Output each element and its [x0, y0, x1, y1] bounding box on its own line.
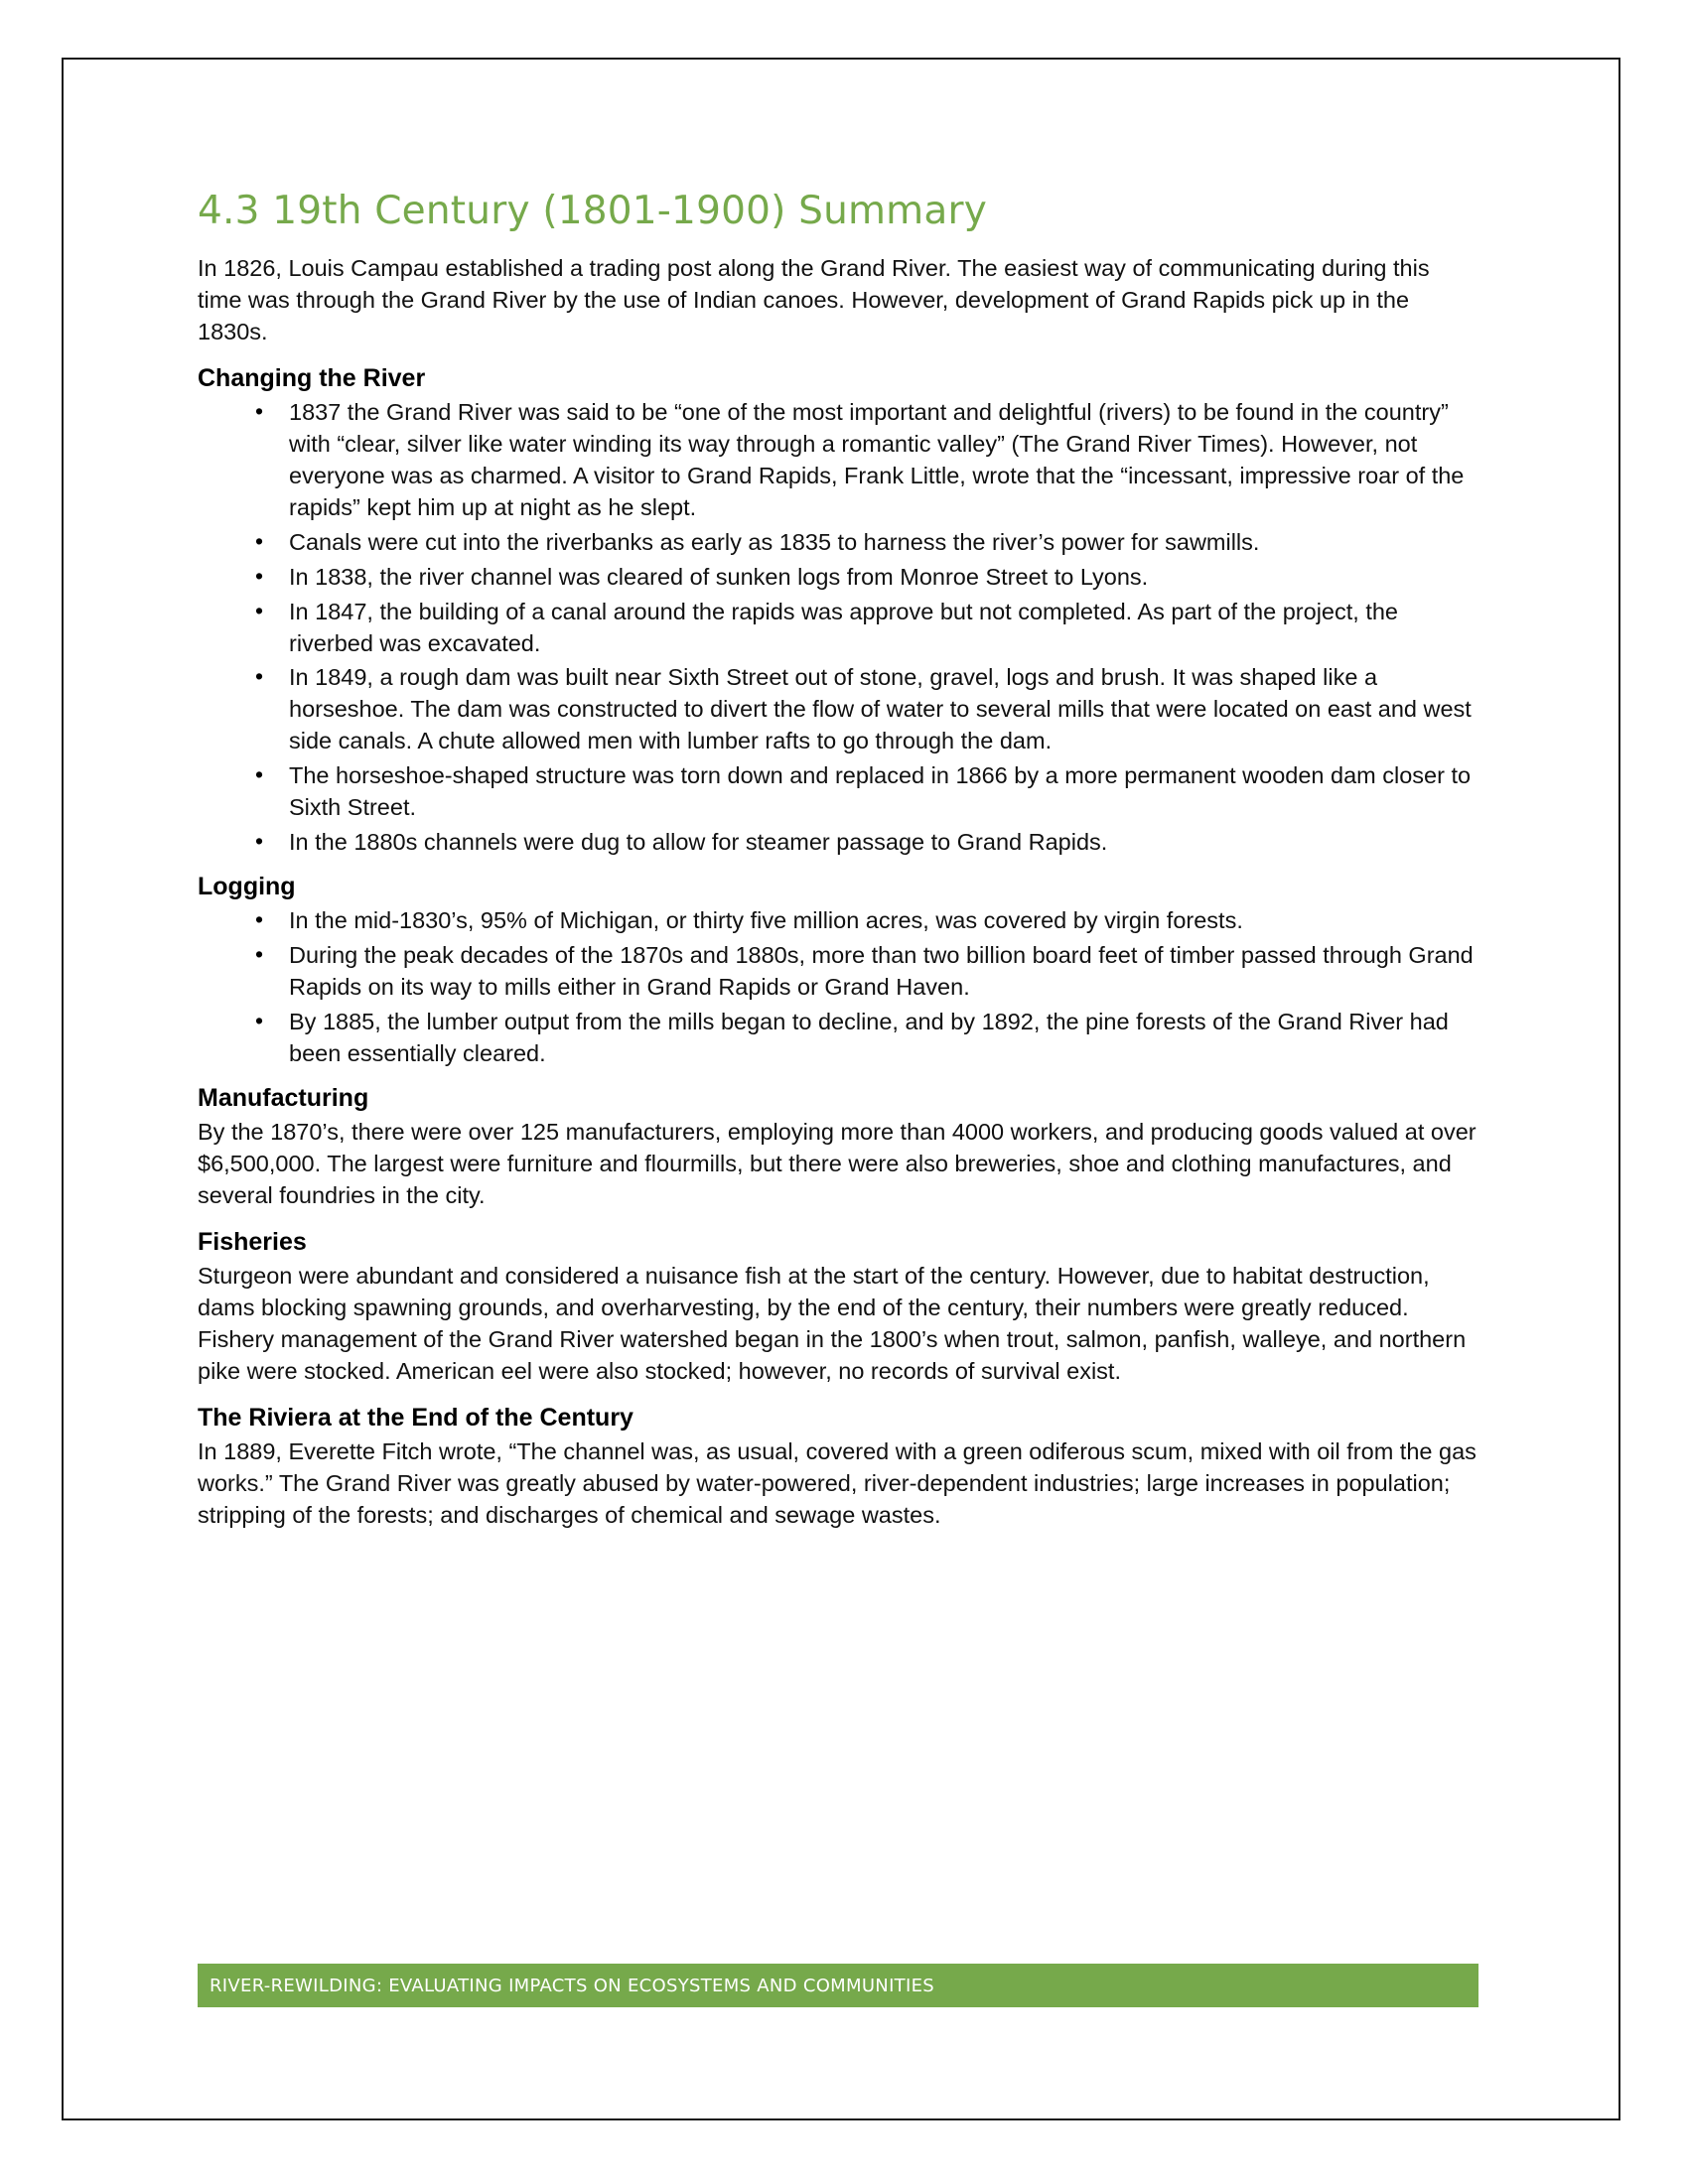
- section-heading-logging: Logging: [198, 873, 296, 901]
- list-item: • During the peak decades of the 1870s and 1880s, more than two billion board feet of timber passed through Grand Rapids on its way to mills either in Grand Rapids or Grand Haven.: [241, 940, 1478, 1004]
- list-item: • Canals were cut into the riverbanks as early as 1835 to harness the river’s power for sawmills.: [241, 527, 1478, 559]
- paragraph-fisheries: Sturgeon were abundant and considered a nuisance fish at the start of the century. However, due to habitat destruction, dams blocking spawning grounds, and overharvesting, by the end of the century, their numbers were greatly reduced. Fishery management of the Grand River watershed began in the 1800’s when trout, salmon, panfish, walleye, and northern pike were stocked. American eel were also stocked; however, no records of survival exist.: [198, 1262, 1467, 1384]
- list-item: • The horseshoe-shaped structure was torn down and replaced in 1866 by a more permanent wooden dam closer to Sixth Street.: [241, 760, 1478, 824]
- document-page: [62, 58, 1620, 2120]
- footer-bar: [198, 1964, 1478, 2007]
- section-heading-changing-the-river: Changing the River: [198, 363, 426, 392]
- list-item: • In the 1880s channels were dug to allow for steamer passage to Grand Rapids.: [241, 827, 1478, 859]
- list-item: • In 1849, a rough dam was built near Sixth Street out of stone, gravel, logs and brush. It was shaped like a horseshoe. The dam was constructed to divert the flow of water to several mills that were located on east and west side canals. A chute allowed men with lumber rafts to go through the dam.: [241, 662, 1478, 757]
- bullet-list-changing-the-river: [198, 397, 1478, 859]
- section-heading-fisheries: Fisheries: [198, 1227, 307, 1256]
- page-title: 4.3 19th Century (1801-1900) Summary: [198, 189, 987, 233]
- list-item: • 1837 the Grand River was said to be “one of the most important and delightful (rivers) to be found in the country” with “clear, silver like water winding its way through a romantic valley” (The Grand River Times). However, not everyone was as charmed. A visitor to Grand Rapids, Frank Little, wrote that the “incessant, impressive roar of the rapids” kept him up at night as he slept.: [241, 397, 1478, 524]
- footer-text: RIVER-REWILDING: EVALUATING IMPACTS ON ECOSYSTEMS AND COMMUNITIES: [210, 1975, 934, 1996]
- bullet-list-logging: [198, 905, 1478, 1070]
- section-heading-manufacturing: Manufacturing: [198, 1083, 369, 1112]
- section-heading-riviera: The Riviera at the End of the Century: [198, 1403, 633, 1432]
- list-item: • In 1847, the building of a canal around the rapids was approve but not completed. As part of the project, the riverbed was excavated.: [241, 597, 1478, 660]
- list-item: • In 1838, the river channel was cleared of sunken logs from Monroe Street to Lyons.: [241, 562, 1478, 594]
- document-content: [198, 189, 1478, 1548]
- list-item: • By 1885, the lumber output from the mills began to decline, and by 1892, the pine forests of the Grand River had been essentially cleared.: [241, 1007, 1478, 1070]
- list-item: • In the mid-1830’s, 95% of Michigan, or thirty five million acres, was covered by virgin forests.: [241, 905, 1478, 937]
- paragraph-riviera: In 1889, Everette Fitch wrote, “The channel was, as usual, covered with a green odiferous scum, mixed with oil from the gas works.” The Grand River was greatly abused by water-powered, river-dependent industries; large increases in population; stripping of the forests; and discharges of chemical and sewage wastes.: [198, 1437, 1477, 1528]
- paragraph-manufacturing: By the 1870’s, there were over 125 manufacturers, employing more than 4000 workers, and producing goods valued at over $6,500,000. The largest were furniture and flourmills, but there were also breweries, shoe and clothing manufactures, and several foundries in the city.: [198, 1118, 1477, 1208]
- intro-paragraph: In 1826, Louis Campau established a trading post along the Grand River. The easiest way of communicating during this time was through the Grand River by the use of Indian canoes. However, development of Grand Rapids pick up in the 1830s.: [198, 255, 1430, 344]
